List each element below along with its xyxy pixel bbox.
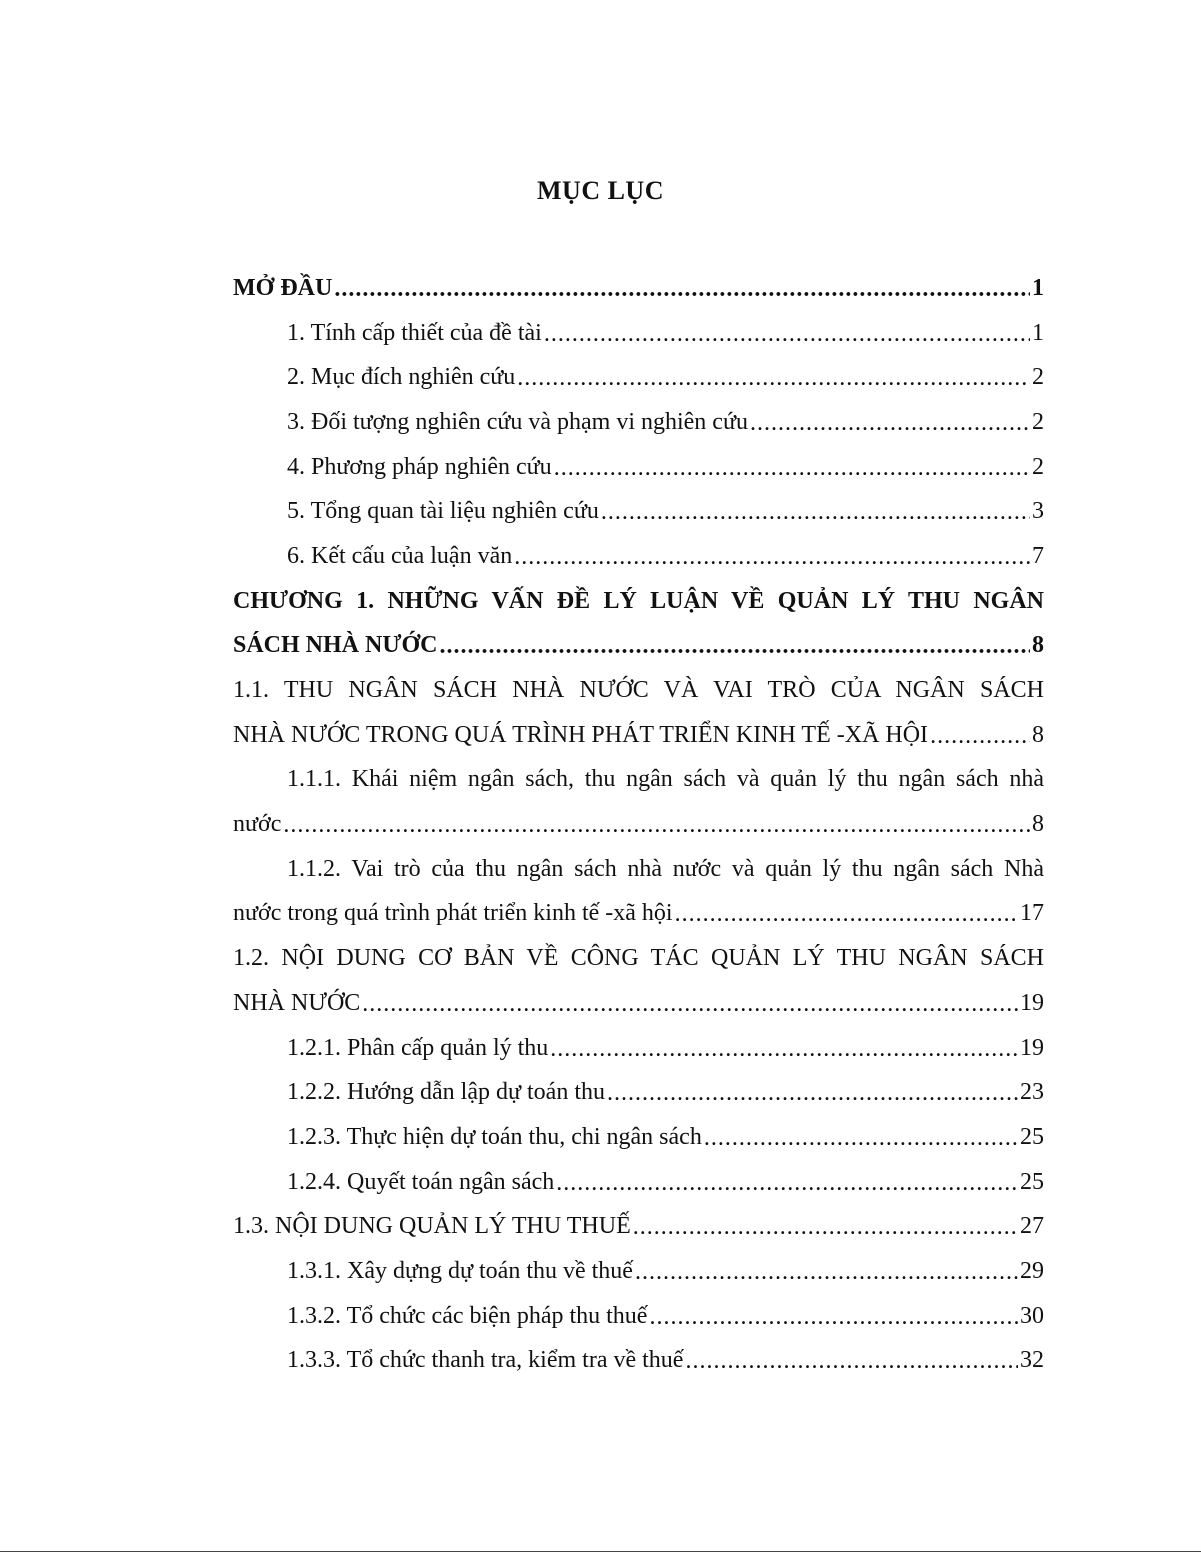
toc-entry-1-2-1[interactable] (233, 1026, 1044, 1071)
toc-entry-1[interactable] (233, 311, 1044, 356)
toc-entry-text: 1.3.1. Xây dựng dự toán thu về thuế (287, 1257, 633, 1284)
leader-dots (685, 1348, 1018, 1375)
toc-entry-text: CHƯƠNG 1. NHỮNG VẤN ĐỀ LÝ LUẬN VỀ QUẢN LÝ THU NGÂN (233, 587, 1044, 614)
page-title: MỤC LỤC (537, 176, 664, 205)
leader-dots (517, 365, 1030, 392)
leader-dots (362, 991, 1018, 1018)
toc-page-number: 32 (1020, 1347, 1044, 1374)
leader-dots (635, 1259, 1018, 1286)
leader-dots (439, 633, 1030, 660)
leader-dots (750, 410, 1030, 437)
toc-page-number: 2 (1032, 364, 1044, 391)
toc-entry-1-1-2-line2[interactable] (233, 892, 1044, 937)
toc-entry-text: NHÀ NƯỚC (233, 989, 361, 1016)
toc-entry-text: 1.2.1. Phân cấp quản lý thu (287, 1034, 549, 1061)
leader-dots (704, 1125, 1018, 1152)
toc-page-number: 29 (1020, 1257, 1044, 1284)
toc-entry-4[interactable] (233, 445, 1044, 490)
toc-page-number: 2 (1032, 408, 1044, 435)
toc-entry-3[interactable] (233, 400, 1044, 445)
leader-dots (675, 901, 1018, 928)
toc-page-number: 7 (1032, 542, 1044, 569)
toc-entry-1-1-2-line1[interactable] (233, 847, 1044, 892)
toc-page-number: 8 (1032, 811, 1044, 838)
leader-dots (601, 499, 1030, 526)
toc-entry-text: 1.2.4. Quyết toán ngân sách (287, 1168, 555, 1195)
toc-entry-text: 1.2.3. Thực hiện dự toán thu, chi ngân sách (287, 1123, 702, 1150)
leader-dots (550, 1036, 1018, 1063)
toc-entry-chuong-1-line1[interactable] (233, 579, 1044, 624)
toc-page-number: 25 (1020, 1123, 1044, 1150)
toc-page-number: 19 (1020, 989, 1044, 1016)
leader-dots (930, 723, 1030, 750)
toc-entry-1-1-line2[interactable] (233, 713, 1044, 758)
toc-entry-1-3[interactable] (233, 1204, 1044, 1249)
toc-entry-1-3-3[interactable] (233, 1339, 1044, 1384)
table-of-contents (233, 266, 1044, 1383)
toc-page-number: 23 (1020, 1079, 1044, 1106)
toc-page-number: 27 (1020, 1213, 1044, 1240)
toc-entry-1-1-1-line2[interactable] (233, 802, 1044, 847)
toc-page-number: 19 (1020, 1034, 1044, 1061)
leader-dots (544, 321, 1030, 348)
toc-page-number: 30 (1020, 1302, 1044, 1329)
toc-entry-text: 1.3.2. Tổ chức các biện pháp thu thuế (287, 1302, 648, 1329)
leader-dots (283, 812, 1030, 839)
leader-dots (607, 1080, 1018, 1107)
toc-entry-text: 1.3. NỘI DUNG QUẢN LÝ THU THUẾ (233, 1213, 631, 1240)
toc-entry-text: 1.1.2. Vai trò của thu ngân sách nhà nước và quản lý thu ngân sách Nhà (287, 855, 1044, 882)
toc-entry-text: 1.2. NỘI DUNG CƠ BẢN VỀ CÔNG TÁC QUẢN LÝ THU NGÂN SÁCH (233, 945, 1044, 972)
toc-entry-text: NHÀ NƯỚC TRONG QUÁ TRÌNH PHÁT TRIỂN KINH TẾ -XÃ HỘI (233, 721, 929, 748)
toc-entry-1-1-1-line1[interactable] (233, 758, 1044, 803)
toc-entry-text: 4. Phương pháp nghiên cứu (287, 453, 552, 480)
toc-entry-text: 1. Tính cấp thiết của đề tài (287, 319, 542, 346)
toc-entry-5[interactable] (233, 489, 1044, 534)
toc-entry-text: 1.2.2. Hướng dẫn lập dự toán thu (287, 1079, 605, 1106)
toc-entry-1-2-line1[interactable] (233, 936, 1044, 981)
page-bottom-divider (0, 1551, 1201, 1552)
toc-entry-text: 2. Mục đích nghiên cứu (287, 364, 516, 391)
toc-page-number: 17 (1020, 900, 1044, 927)
toc-page-number: 1 (1032, 274, 1044, 301)
toc-entry-text: MỞ ĐẦU (233, 274, 333, 301)
toc-entry-text: 1.1. THU NGÂN SÁCH NHÀ NƯỚC VÀ VAI TRÒ CỦA NGÂN SÁCH (233, 677, 1044, 704)
leader-dots (556, 1170, 1018, 1197)
leader-dots (334, 276, 1030, 303)
toc-page-number: 8 (1032, 721, 1044, 748)
toc-entry-text: 1.3.3. Tổ chức thanh tra, kiểm tra về thuế (287, 1347, 684, 1374)
toc-entry-mo-dau[interactable] (233, 266, 1044, 311)
toc-entry-text: 6. Kết cấu của luận văn (287, 542, 513, 569)
leader-dots (649, 1304, 1018, 1331)
toc-entry-1-3-1[interactable] (233, 1249, 1044, 1294)
toc-entry-1-3-2[interactable] (233, 1294, 1044, 1339)
leader-dots (633, 1214, 1018, 1241)
toc-entry-text: 5. Tổng quan tài liệu nghiên cứu (287, 498, 599, 525)
toc-page-number: 3 (1032, 498, 1044, 525)
leader-dots (514, 544, 1030, 571)
toc-entry-text: 3. Đối tượng nghiên cứu và phạm vi nghiên cứu (287, 408, 748, 435)
toc-entry-6[interactable] (233, 534, 1044, 579)
toc-entry-1-1-line1[interactable] (233, 668, 1044, 713)
leader-dots (554, 455, 1030, 482)
toc-page-number: 1 (1032, 319, 1044, 346)
toc-entry-text: nước trong quá trình phát triển kinh tế -xã hội (233, 900, 673, 927)
toc-entry-1-2-3[interactable] (233, 1115, 1044, 1160)
toc-entry-chuong-1-line2[interactable] (233, 624, 1044, 669)
toc-entry-1-2-2[interactable] (233, 1070, 1044, 1115)
toc-page-number: 25 (1020, 1168, 1044, 1195)
toc-entry-1-2-4[interactable] (233, 1160, 1044, 1205)
toc-page-number: 8 (1032, 632, 1044, 659)
toc-entry-text: nước (233, 811, 282, 838)
toc-page-number: 2 (1032, 453, 1044, 480)
toc-entry-text: 1.1.1. Khái niệm ngân sách, thu ngân sách và quản lý thu ngân sách nhà (287, 766, 1044, 793)
toc-entry-text: SÁCH NHÀ NƯỚC (233, 632, 438, 659)
toc-entry-1-2-line2[interactable] (233, 981, 1044, 1026)
toc-entry-2[interactable] (233, 355, 1044, 400)
